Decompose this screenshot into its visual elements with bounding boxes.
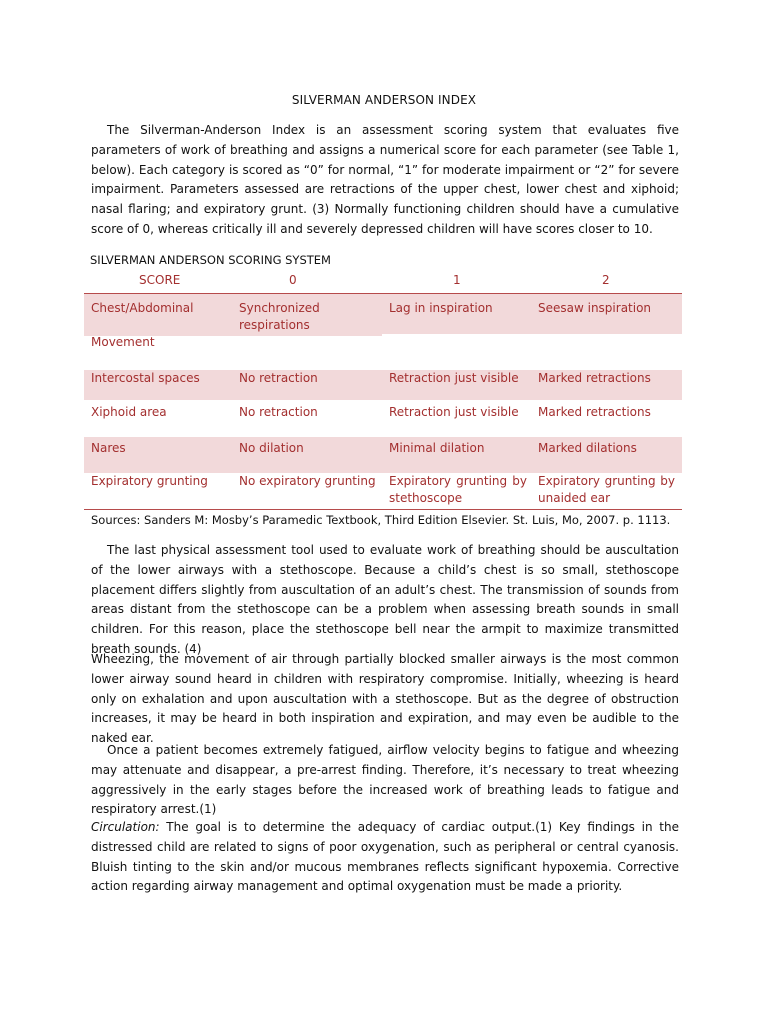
table-cell: Retraction just visible — [389, 371, 519, 385]
scoring-table — [84, 268, 682, 513]
header-1: 1 — [453, 273, 461, 287]
auscultation-paragraph: The last physical assessment tool used to evaluate work of breathing should be auscultation of the lower airways with a stethoscope. Because a child’s chest is so small, stethoscope placement differs slightly from auscultation of an adult’s chest. The transmission of sounds from areas distant from the stethoscope can be a problem when assessing breath sounds in small children. For this reason, place the stethoscope bell near the armpit to maximize transmitted breath sounds. (4) — [91, 543, 679, 656]
table-cell: Expiratory grunting by unaided ear — [538, 474, 675, 505]
table-row-label: Chest/Abdominal — [91, 301, 194, 315]
table-cell: No retraction — [239, 371, 318, 385]
table-cell: Marked retractions — [538, 405, 651, 419]
table-cell: No retraction — [239, 405, 318, 419]
table-cell: No expiratory grunting — [239, 474, 376, 488]
header-2: 2 — [602, 273, 610, 287]
circulation-paragraph — [91, 818, 679, 897]
table-cell: Minimal dilation — [389, 441, 485, 455]
table-cell: Retraction just visible — [389, 405, 519, 419]
header-0: 0 — [289, 273, 297, 287]
table-row-label: Nares — [91, 441, 126, 455]
circulation-text: The goal is to determine the adequacy of cardiac output.(1) Key findings in the distressed child are related to signs of poor oxygenation, such as peripheral or central cyanosis. Bluish tinting to the skin and/or mucous membranes reflects significant hypoxemia. Corrective action regarding airway management and optimal oxygenation must be made a priority. — [91, 820, 679, 894]
table-cell: Marked retractions — [538, 371, 651, 385]
table-title: SILVERMAN ANDERSON SCORING SYSTEM — [90, 253, 331, 267]
table-row-label: Expiratory grunting — [91, 474, 208, 488]
table-cell: Synchronized respirations — [239, 301, 320, 332]
table-cell: Marked dilations — [538, 441, 637, 455]
table-row-label: Xiphoid area — [91, 405, 167, 419]
table-cell: Expiratory grunting by stethoscope — [389, 474, 527, 505]
table-cell: Lag in inspiration — [389, 301, 493, 315]
table-cell: No dilation — [239, 441, 304, 455]
table-cell: Seesaw inspiration — [538, 301, 652, 315]
intro-paragraph: The Silverman-Anderson Index is an assessment scoring system that evaluates five parameters of work of breathing and assigns a numerical score for each parameter (see Table 1, below). Each category is scored as “0” for normal, “1” for moderate impairment or “2” for severe impairment. Parameters assessed are retractions of the upper chest, lower chest and xiphoid; nasal flaring; and expiratory grunt. (3) Normally functioning children should have a cumulative score of 0, whereas critically ill and severely depressed children will have scores closer to 10. — [91, 123, 679, 236]
wheezing-paragraph: Wheezing, the movement of air through partially blocked smaller airways is the most common lower airway sound heard in children with respiratory compromise. Initially, wheezing is heard only on exhalation and upon auscultation with a stethoscope. But as the degree of obstruction increases, it may be heard in both inspiration and expiration, and may even be audible to the naked ear. — [91, 652, 679, 746]
header-score: SCORE — [139, 273, 181, 287]
page-title: SILVERMAN ANDERSON INDEX — [291, 93, 477, 107]
table-row-label: Intercostal spaces — [91, 371, 200, 385]
table-bottom-rule — [84, 509, 682, 510]
circulation-label: Circulation: — [91, 820, 160, 834]
fatigue-paragraph: Once a patient becomes extremely fatigued, airflow velocity begins to fatigue and wheezing may attenuate and disappear, a pre-arrest finding. Therefore, it’s necessary to treat wheezing aggressively in the early stages before the increased work of breathing leads to fatigue and respiratory arrest.(1) — [91, 743, 679, 817]
table-sources: Sources: Sanders M: Mosby’s Paramedic Textbook, Third Edition Elsevier. St. Luis, Mo, 2007. p. 1113. — [91, 513, 671, 527]
table-row-label-cont: Movement — [91, 335, 155, 349]
